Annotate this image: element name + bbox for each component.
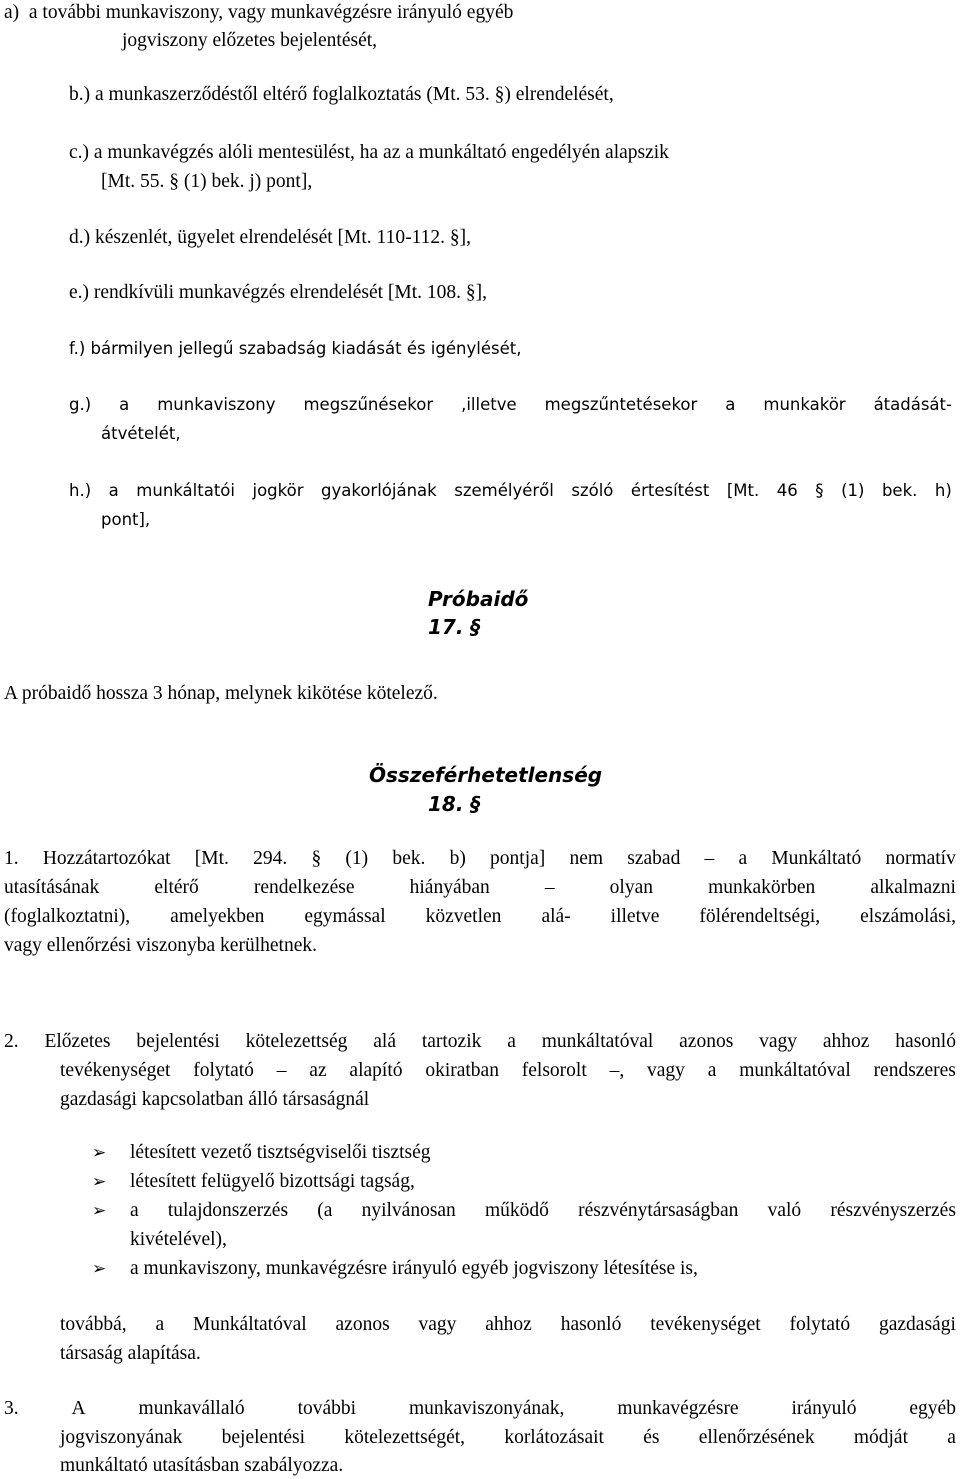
section-17-text: A próbaidő hossza 3 hónap, melynek kikötése kötelező. [4, 683, 438, 704]
bullet-item-1: létesített vezető tisztségviselői tisztség [130, 1142, 431, 1163]
section-title-osszeferhetetlenseg: Összeférhetetlenség [369, 763, 603, 787]
arrow-bullet-icon: ➢ [92, 1259, 107, 1279]
list-item-g-continuation: átvételét, [101, 424, 181, 443]
paragraph-4-line-3: munkáltató utasításban szabályozza. [60, 1455, 344, 1476]
paragraph-3-line-2: társaság alapítása. [60, 1343, 201, 1364]
arrow-bullet-icon: ➢ [92, 1143, 107, 1163]
paragraph-2-line-1: 2. Előzetes bejelentési kötelezettség alá tartozik a munkáltatóval azonos vagy ahhoz hasonló [4, 1031, 956, 1052]
list-item-h: h.) a munkáltatói jogkör gyakorlójának személyéről szóló értesítést [Mt. 46 § (1) bek. h) [69, 481, 952, 500]
paragraph-3-line-1: továbbá, a Munkáltatóval azonos vagy ahhoz hasonló tevékenységet folytató gazdasági [60, 1314, 956, 1335]
paragraph-4-line-1: 3. A munkavállaló további munkaviszonyának, munkavégzésre irányuló egyéb [4, 1398, 956, 1419]
paragraph-1-line-2: utasításának eltérő rendelkezése hiányában – olyan munkakörben alkalmazni [4, 877, 956, 898]
bullet-item-4: a munkaviszony, munkavégzésre irányuló egyéb jogviszony létesítése is, [130, 1258, 698, 1279]
list-item-g: g.) a munkaviszony megszűnésekor ,illetve megszűntetésekor a munkakör átadását- [69, 395, 952, 414]
paragraph-4-line-2: jogviszonyának bejelentési kötelezettségét, korlátozásait és ellenőrzésének módját a [60, 1427, 956, 1448]
list-item-e: e.) rendkívüli munkavégzés elrendelését [Mt. 108. §], [69, 282, 488, 303]
bullet-item-3: a tulajdonszerzés (a nyilvánosan működő részvénytársaságban való részvényszerzés [130, 1200, 956, 1221]
list-item-f: f.) bármilyen jellegű szabadság kiadását és igénylését, [69, 339, 522, 358]
bullet-item-2: létesített felügyelő bizottsági tagság, [130, 1171, 415, 1192]
paragraph-2-line-3: gazdasági kapcsolatban álló társaságnál [60, 1089, 370, 1110]
list-item-d: d.) készenlét, ügyelet elrendelését [Mt. 110-112. §], [69, 227, 471, 248]
paragraph-2-line-2: tevékenységet folytató – az alapító okiratban felsorolt –, vagy a munkáltatóval rendszeres [60, 1060, 956, 1081]
arrow-bullet-icon: ➢ [92, 1172, 107, 1192]
list-item-b: b.) a munkaszerződéstől eltérő foglalkoztatás (Mt. 53. §) elrendelését, [69, 84, 614, 105]
paragraph-1-line-3: (foglalkoztatni), amelyekben egymással közvetlen alá- illetve fölérendeltségi, elszámolási, [4, 906, 956, 927]
list-item-c: c.) a munkavégzés alóli mentesülést, ha az a munkáltató engedélyén alapszik [69, 142, 669, 163]
list-item-h-continuation: pont], [101, 510, 151, 529]
paragraph-1-line-4: vagy ellenőrzési viszonyba kerülhetnek. [4, 935, 317, 956]
list-item-a: a) a további munkaviszony, vagy munkavégzésre irányuló egyéb [4, 2, 514, 23]
paragraph-1-line-1: 1. Hozzátartozókat [Mt. 294. § (1) bek. b) pontja] nem szabad – a Munkáltató normatív [4, 848, 956, 869]
list-item-a-continuation: jogviszony előzetes bejelentését, [122, 30, 378, 51]
list-item-c-continuation: [Mt. 55. § (1) bek. j) pont], [101, 171, 313, 192]
section-number-18: 18. § [428, 792, 481, 816]
arrow-bullet-icon: ➢ [92, 1201, 107, 1221]
section-number-17: 17. § [428, 615, 481, 639]
bullet-item-3-continuation: kivételével), [130, 1229, 227, 1250]
section-title-probaido: Próbaidő [428, 587, 529, 611]
